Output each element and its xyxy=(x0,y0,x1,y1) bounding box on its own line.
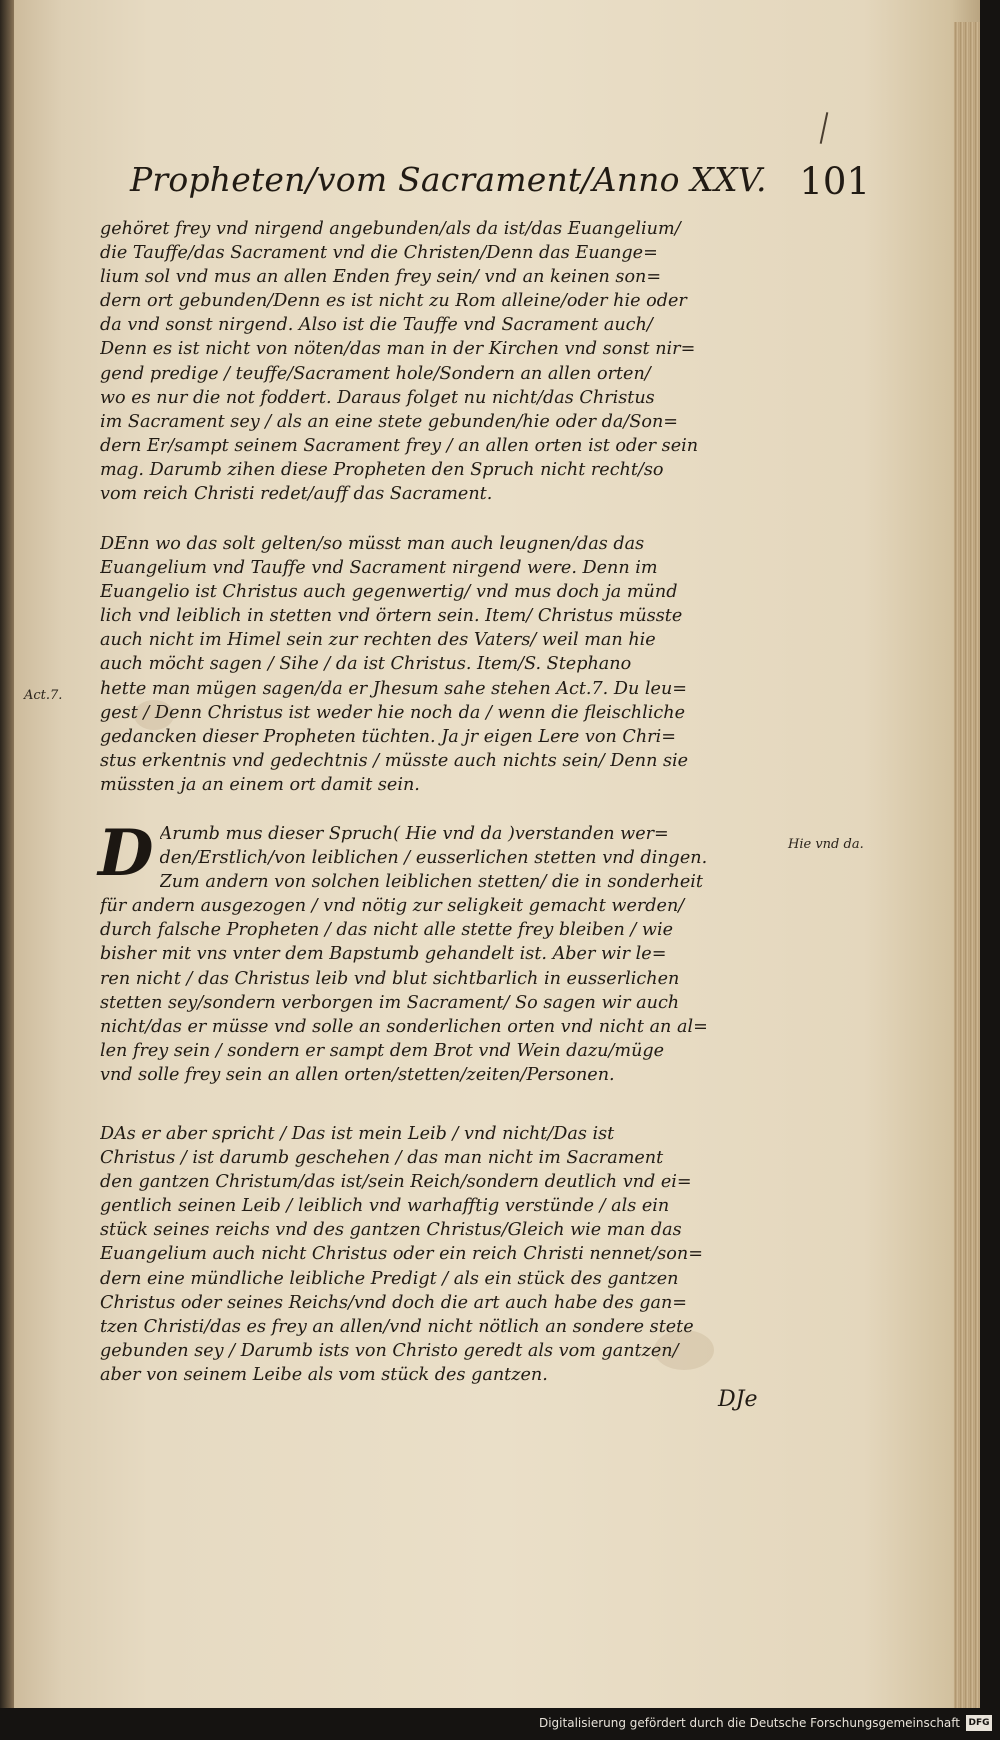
text-line: hette man mügen sagen/da er Jhesum sahe stehen Act.7. Du leu= xyxy=(100,678,688,699)
running-title: Propheten/vom Sacrament/Anno XXV. xyxy=(130,160,767,199)
pencil-mark xyxy=(820,112,829,144)
text-line: durch falsche Propheten / das nicht alle stette frey bleiben / wie xyxy=(100,920,673,941)
text-line: auch nicht im Himel sein zur rechten des Vaters/ weil man hie xyxy=(100,630,656,651)
text-line: lich vnd leiblich in stetten vnd örtern sein. Item/ Christus müsste xyxy=(100,606,683,627)
text-line: ren nicht / das Christus leib vnd blut sichtbarlich in eusserlichen xyxy=(100,968,680,989)
text-line: tzen Christi/das es frey an allen/vnd nicht nötlich an sondere stete xyxy=(100,1316,694,1337)
text-line: Euangelium vnd Tauffe vnd Sacrament nirgend were. Denn im xyxy=(100,558,658,579)
text-line: gedancken dieser Propheten tüchten. Ja jr eigen Lere von Chri= xyxy=(100,726,676,747)
text-line: den gantzen Christum/das ist/sein Reich/sondern deutlich vnd ei= xyxy=(100,1172,692,1193)
drop-cap: D xyxy=(98,816,154,891)
paragraph-2 xyxy=(100,532,780,797)
page-header xyxy=(130,160,870,210)
text-line: gest / Denn Christus ist weder hie noch da / wenn die fleischliche xyxy=(100,702,685,723)
text-line: den/Erstlich/von leiblichen / eusserlichen stetten vnd dingen. xyxy=(159,848,708,869)
text-line: bisher mit vns vnter dem Bapstumb gehandelt ist. Aber wir le= xyxy=(100,944,667,965)
text-line: stetten sey/sondern verborgen im Sacrament/ So sagen wir auch xyxy=(100,992,680,1013)
text-line: dern eine mündliche leibliche Predigt / als ein stück des gantzen xyxy=(100,1268,679,1289)
text-line: lium sol vnd mus an allen Enden frey sein/ vnd an keinen son= xyxy=(100,267,662,288)
text-line: dern Er/sampt seinem Sacrament frey / an allen orten ist oder sein xyxy=(100,435,699,456)
text-line: stück seines reichs vnd des gantzen Christus/Gleich wie man das xyxy=(100,1220,682,1241)
text-line: Zum andern von solchen leiblichen stetten/ die in sonderheit xyxy=(159,872,703,893)
text-line: Christus oder seines Reichs/vnd doch die art auch habe des gan= xyxy=(100,1292,688,1313)
paragraph-4 xyxy=(100,1122,780,1387)
text-line: dern ort gebunden/Denn es ist nicht zu Rom alleine/oder hie oder xyxy=(100,291,687,312)
page-number: 101 xyxy=(799,160,870,203)
text-line: DAs er aber spricht / Das ist mein Leib / vnd nicht/Das ist xyxy=(100,1124,615,1144)
dfg-logo: DFG xyxy=(966,1715,992,1731)
text-line: wo es nur die not foddert. Daraus folget nu nicht/das Christus xyxy=(100,387,655,408)
text-line: gehöret frey vnd nirgend angebunden/als da ist/das Euangelium/ xyxy=(100,219,681,239)
text-line: stus erkentnis vnd gedechtnis / müsste auch nichts sein/ Denn sie xyxy=(100,750,689,771)
text-line: Denn es ist nicht von nöten/das man in der Kirchen vnd sonst nir= xyxy=(100,339,696,360)
digitization-footer xyxy=(0,1708,1000,1740)
text-line: gend predige / teuffe/Sacrament hole/Sondern an allen orten/ xyxy=(100,363,651,384)
text-line: aber von seinem Leibe als vom stück des gantzen. xyxy=(100,1364,548,1385)
text-line: nicht/das er müsse vnd solle an sonderlichen orten vnd nicht an al= xyxy=(100,1016,708,1037)
text-line: vom reich Christi redet/auff das Sacrament. xyxy=(100,484,493,505)
text-line: da vnd sonst nirgend. Also ist die Tauffe vnd Sacrament auch/ xyxy=(100,315,653,336)
text-line: Euangelium auch nicht Christus oder ein reich Christi nennet/son= xyxy=(100,1244,703,1265)
text-line: im Sacrament sey / als an eine stete gebunden/hie oder da/Son= xyxy=(100,411,679,432)
paragraph-3 xyxy=(98,816,780,1087)
text-line: vnd solle frey sein an allen orten/stetten/zeiten/Personen. xyxy=(100,1064,615,1085)
footer-credit: Digitalisierung gefördert durch die Deutsche Forschungsgemeinschaft xyxy=(538,1716,960,1730)
text-line: DEnn wo das solt gelten/so müsst man auch leugnen/das das xyxy=(100,534,645,554)
marginal-note-hie-vnd-da: Hie vnd da. xyxy=(788,837,864,852)
text-line: mag. Darumb zihen diese Propheten den Spruch nicht recht/so xyxy=(100,459,664,480)
text-line: Arumb mus dieser Spruch( Hie vnd da )verstanden wer= xyxy=(159,824,669,844)
text-line: die Tauffe/das Sacrament vnd die Christen/Denn das Euange= xyxy=(100,243,658,264)
text-line: len frey sein / sondern er sampt dem Brot vnd Wein dazu/müge xyxy=(100,1040,665,1061)
paragraph-1 xyxy=(100,217,780,506)
catchword: DJe xyxy=(718,1387,758,1412)
text-line: Christus / ist darumb geschehen / das man nicht im Sacrament xyxy=(100,1148,664,1169)
text-line: auch möcht sagen / Sihe / da ist Christus. Item/S. Stephano xyxy=(100,654,632,675)
text-line: müssten ja an einem ort damit sein. xyxy=(100,774,420,795)
text-line: gentlich seinen Leib / leiblich vnd warhafftig verstünde / als ein xyxy=(100,1196,670,1217)
marginal-note-act: Act.7. xyxy=(24,688,63,703)
text-line: für andern ausgezogen / vnd nötig zur seligkeit gemacht werden/ xyxy=(100,896,685,917)
text-line: gebunden sey / Darumb ists von Christo geredt als vom gantzen/ xyxy=(100,1340,679,1361)
text-line: Euangelio ist Christus auch gegenwertig/ vnd mus doch ja münd xyxy=(100,582,678,603)
